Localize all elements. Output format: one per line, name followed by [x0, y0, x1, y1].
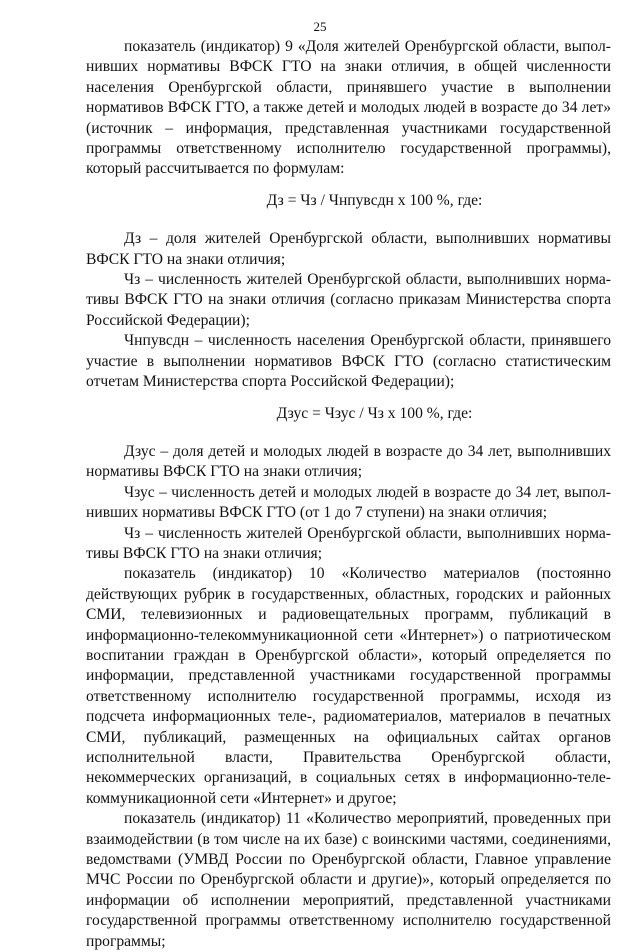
paragraph-indicator-10: показатель (индикатор) 10 «Количество материалов (постоянно действующих рубрик в государственных, областных, городских и районных СМИ, телевизионных и радиовещательных программ, публикаций в информационно-телекоммуникационной сети «Интернет») о патриотическом воспитании граждан в Оренбургской области», который определяется по информации, представленной участниками государственной программы ответственному исполнителю государственной программы, исходя из подсчета информационных теле-, радиоматериалов, материалов в печатных СМИ, публикаций, размещенных на официальных сайтах органов исполнительной власти, Правительства Оренбургской области, некоммерческих организаций, в социальных сетях в информационно-телекоммуникационной сети «Интернет» и другое;: [86, 565, 611, 807]
paragraph-indicator-11: показатель (индикатор) 11 «Количество мероприятий, проведенных при взаимодействии (в том числе на их базе) с воинскими частями, соединениями, ведомствами (УМВД России по Оренбургской области, Главное управление МЧС России по Оренбургской области и другие)», который определяется по информации об исполнении мероприятий, представленной участниками государственной программы ответственному исполнителю государственной программы;: [86, 810, 611, 950]
document-body: [86, 37, 611, 952]
definition-chz-repeat: Чз – численность жителей Оренбургской области, выполнивших нормативы ВФСК ГТО на знаки отличия;: [86, 524, 611, 562]
definition-chnpuvsdn: Чнпувсдн – численность населения Оренбургской области, принявшего участие в выполнении нормативов ВФСК ГТО (согласно статистическим отчетам Министерства спорта Российской Федерации);: [86, 332, 611, 391]
page-number: 25: [313, 19, 327, 34]
paragraph-indicator-9: показатель (индикатор) 9 «Доля жителей Оренбургской области, выполнивших нормативы ВФСК ГТО на знаки отличия, в общей численности населения Оренбургской области, принявшего участие в выполнении нормативов ВФСК ГТО, а также детей и молодых людей в возрасте до 34 лет» (источник – информация, представленная участниками государственной программы ответственному исполнителю государственной программы), который рассчитывается по формулам:: [86, 38, 611, 178]
definition-dz: Дз – доля жителей Оренбургской области, выполнивших нормативы ВФСК ГТО на знаки отличия;: [86, 230, 611, 268]
spacer: [86, 211, 611, 229]
spacer: [86, 180, 611, 191]
definition-chzus: Чзус – численность детей и молодых людей в возрасте до 34 лет, выполнивших нормативы ВФСК ГТО (от 1 до 7 ступени) на знаки отличия;: [86, 483, 611, 522]
formula-dzus: Дзус = Чзус / Чз х 100 %, где:: [276, 404, 473, 422]
spacer: [86, 393, 611, 404]
definition-chz: Чз – численность жителей Оренбургской области, выполнивших нормативы ВФСК ГТО на знаки отличия (согласно приказам Министерства спорта Российской Федерации);: [86, 271, 611, 329]
formula-dz: Дз = Чз / Чнпувсдн х 100 %, где:: [266, 191, 483, 209]
definition-dzus: Дзус – доля детей и молодых людей в возрасте до 34 лет, выполнивших нормативы ВФСК ГТО на знаки отличия;: [86, 442, 611, 481]
spacer: [86, 424, 611, 442]
